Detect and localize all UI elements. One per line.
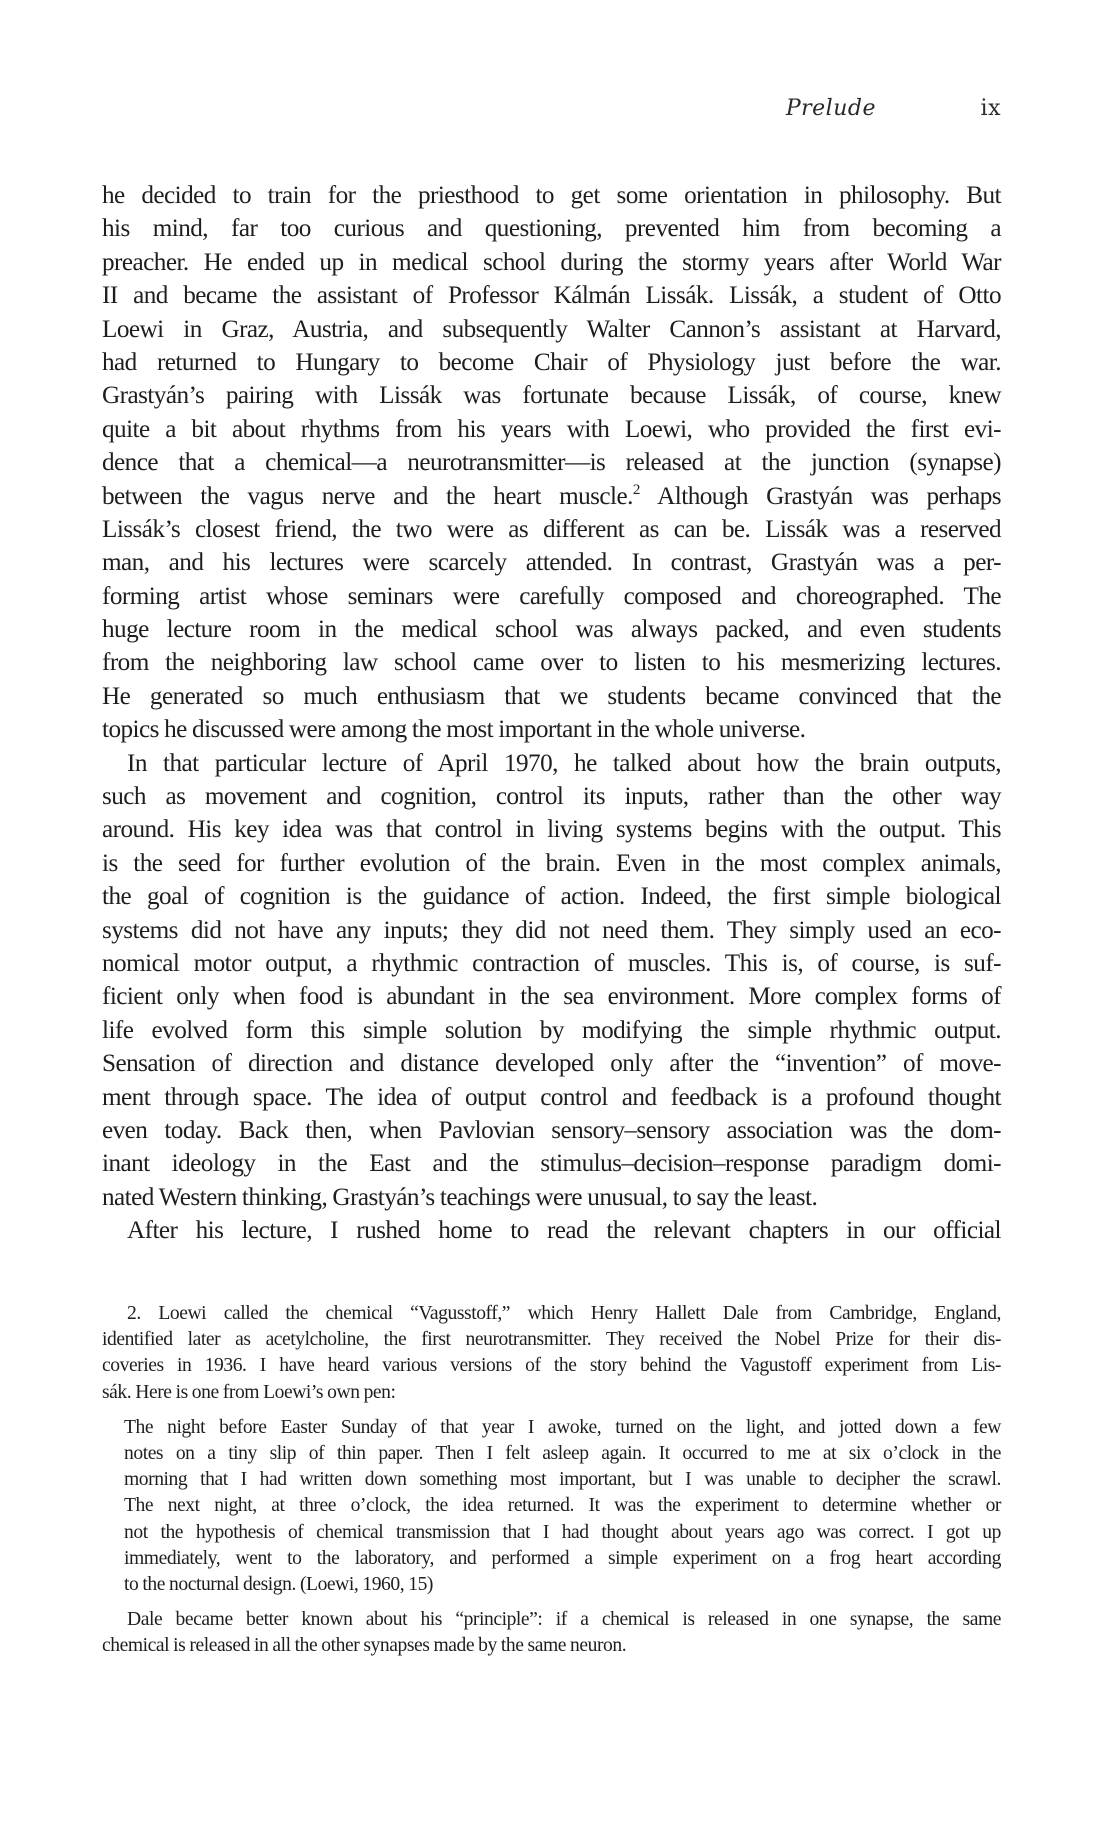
quote-line: The night before Easter Sunday of that year I awoke, turned on the light, and jotted down a few (124, 1416, 1001, 1438)
footnote-line: chemical is released in all the other synapses made by the same neuron. (102, 1635, 627, 1657)
text-line: inant ideology in the East and the stimulus–decision–response paradigm domi- (102, 1150, 1001, 1178)
text-segment: between the vagus nerve and the heart muscle. (102, 482, 633, 510)
text-line: had returned to Hungary to become Chair of Physiology just before the war. (102, 348, 1001, 376)
text-line-with-footnote (102, 480, 1001, 513)
text-line: forming artist whose seminars were carefully composed and choreographed. The (102, 582, 1001, 610)
block-quote (102, 1415, 1001, 1598)
text-line: is the seed for further evolution of the brain. Even in the most complex animals, (102, 849, 1001, 877)
text-line: nated Western thinking, Grastyán’s teachings were unusual, to say the least. (102, 1183, 818, 1211)
text-line: man, and his lectures were scarcely attended. In contrast, Grastyán was a per- (102, 549, 1001, 577)
text-line: II and became the assistant of Professor Kálmán Lissák. Lissák, a student of Otto (102, 282, 1001, 310)
text-line: dence that a chemical—a neurotransmitter—is released at the junction (synapse) (102, 449, 1001, 477)
text-line: topics he discussed were among the most important in the whole universe. (102, 716, 806, 744)
quote-line: to the nocturnal design. (Loewi, 1960, 15) (124, 1573, 434, 1595)
text-line: such as movement and cognition, control its inputs, rather than the other way (102, 783, 1001, 811)
footnote-line: sák. Here is one from Loewi’s own pen: (102, 1381, 396, 1403)
footnotes (102, 1301, 1001, 1668)
footnote-line: 2. Loewi called the chemical “Vagusstoff,” which Henry Hallett Dale from Cambridge, England, (127, 1303, 1001, 1324)
quote-line: morning that I had written down something most important, but I was unable to decipher the scrawl. (124, 1469, 1001, 1491)
footnote-continuation (102, 1607, 1001, 1659)
text-line: He generated so much enthusiasm that we students became convinced that the (102, 682, 1001, 710)
text-line: Sensation of direction and distance developed only after the “invention” of move- (102, 1050, 1001, 1078)
text-line: systems did not have any inputs; they did not need them. They simply used an eco- (102, 916, 1001, 944)
text-line: huge lecture room in the medical school was always packed, and even students (102, 616, 1001, 644)
quote-line: notes on a tiny slip of thin paper. Then I felt asleep again. It occurred to me at six o’clock in the (124, 1442, 1001, 1464)
quote-line: immediately, went to the laboratory, and performed a simple experiment on a frog heart according (124, 1547, 1001, 1569)
text-line: Loewi in Graz, Austria, and subsequently Walter Cannon’s assistant at Harvard, (102, 315, 1001, 343)
page-number: ix (980, 96, 1001, 121)
running-head-title: Prelude (785, 96, 876, 121)
quote-line: not the hypothesis of chemical transmission that I had thought about years ago was correct. I got up (124, 1521, 1001, 1543)
text-line: from the neighboring law school came over to listen to his mesmerizing lectures. (102, 649, 1001, 677)
text-line: Lissák’s closest friend, the two were as different as can be. Lissák was a reserved (102, 515, 1001, 543)
paragraph (102, 179, 1001, 747)
paragraph (102, 1214, 1001, 1247)
text-line: nomical motor output, a rhythmic contraction of muscles. This is, of course, is suf- (102, 949, 1001, 977)
text-line: he decided to train for the priesthood to get some orientation in philosophy. But (102, 182, 1001, 209)
running-head (0, 96, 1001, 128)
text-line: the goal of cognition is the guidance of action. Indeed, the first simple biological (102, 883, 1001, 911)
text-line: preacher. He ended up in medical school during the stormy years after World War (102, 248, 1001, 276)
text-line: life evolved form this simple solution by modifying the simple rhythmic output. (102, 1016, 1001, 1044)
footnote-line: identified later as acetylcholine, the first neurotransmitter. They received the Nobel Prize for their dis- (102, 1329, 1001, 1351)
text-line: even today. Back then, when Pavlovian sensory–sensory association was the dom- (102, 1116, 1001, 1144)
text-segment: Although Grastyán was perhaps (640, 482, 1001, 510)
body-text (102, 179, 1001, 1248)
text-line: In that particular lecture of April 1970, he talked about how the brain outputs, (127, 749, 1001, 777)
footnote-2 (102, 1301, 1001, 1406)
quote-line: The next night, at three o’clock, the idea returned. It was the experiment to determine whether or (124, 1495, 1001, 1517)
text-line: Grastyán’s pairing with Lissák was fortunate because Lissák, of course, knew (102, 382, 1001, 410)
footnote-line: coveries in 1936. I have heard various versions of the story behind the Vagustoff experiment from Lis- (102, 1355, 1001, 1377)
footnote-line: Dale became better known about his “principle”: if a chemical is released in one synapse, the same (127, 1609, 1001, 1631)
paragraph (102, 747, 1001, 1214)
footnote-reference[interactable]: 2 (632, 481, 641, 498)
text-line: After his lecture, I rushed home to read the relevant chapters in our official (127, 1217, 1001, 1245)
text-line: ficient only when food is abundant in the sea environment. More complex forms of (102, 983, 1001, 1011)
text-line: his mind, far too curious and questioning, prevented him from becoming a (102, 215, 1001, 243)
text-line: around. His key idea was that control in living systems begins with the output. This (102, 816, 1001, 844)
text-line: ment through space. The idea of output control and feedback is a profound thought (102, 1083, 1001, 1111)
text-line: quite a bit about rhythms from his years with Loewi, who provided the first evi- (102, 415, 1001, 443)
